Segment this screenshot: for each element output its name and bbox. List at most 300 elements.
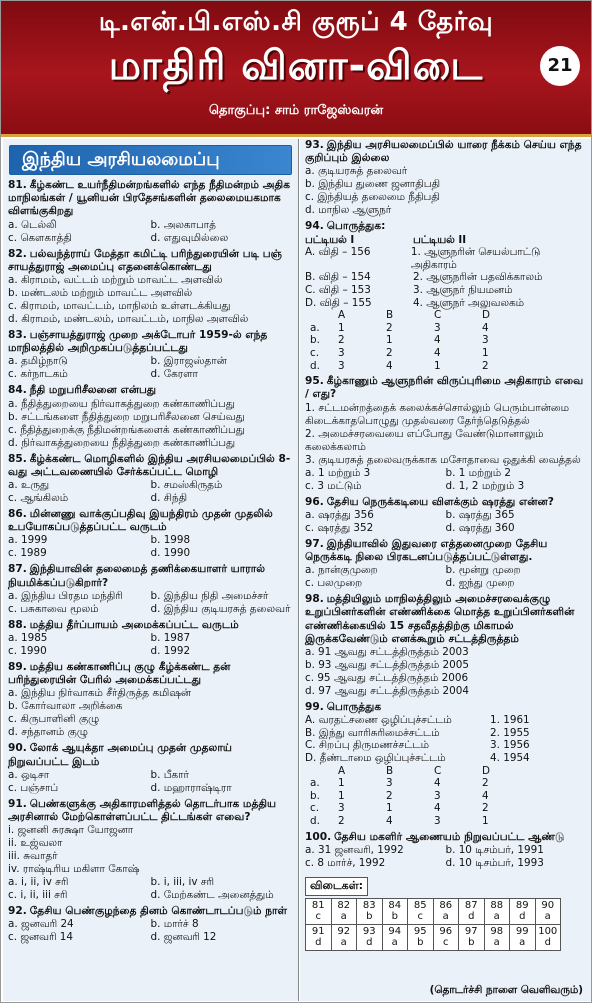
match-left: D. விதி – 155 — [305, 296, 372, 309]
grid-col-head — [310, 309, 338, 322]
grid-cell: a. — [310, 321, 320, 334]
match-row — [305, 727, 586, 740]
question-text — [305, 375, 586, 401]
grid-cell: 3 — [434, 321, 441, 334]
question-83 — [3, 329, 298, 381]
answer-letter: c — [417, 911, 423, 923]
answer-qnum: 97 — [464, 925, 478, 937]
option: d. எதுவுமில்லை — [150, 231, 229, 244]
answer-qnum: 88 — [490, 899, 504, 911]
option-row — [8, 368, 293, 381]
option: a. 1999 — [8, 534, 48, 547]
question-text — [8, 905, 293, 918]
option: a. நான்குமுறை — [305, 564, 378, 577]
match-left: A. விதி – 156 — [305, 246, 371, 259]
option: a. ஷரத்து 356 — [305, 508, 374, 521]
match-row — [305, 271, 586, 284]
grid-row — [305, 790, 586, 803]
option-row — [305, 564, 586, 577]
option-row — [8, 355, 293, 368]
option: c. கர்நாடகம் — [8, 368, 68, 381]
option: c. பலமுறை — [305, 577, 363, 590]
option: d. 1992 — [150, 645, 191, 658]
match-right: 1. 1961 — [490, 714, 530, 727]
grid-cell: 2 — [482, 777, 489, 790]
question-body: தேசிய பெண்குழந்தை தினம் கொண்டாடப்படும் நாள் — [29, 905, 288, 918]
grid-col-head: A — [338, 309, 346, 322]
match-right: 3. 1956 — [490, 739, 530, 752]
option: a. 1985 — [8, 632, 48, 645]
option: a. i, ii, iv சரி — [8, 876, 69, 889]
option-line: a. 91 ஆவது சட்டத்திருத்தம் 2003 — [305, 645, 469, 658]
option: d. ஜனவரி 12 — [150, 931, 217, 944]
match-row — [305, 739, 586, 752]
option-line: a. குடியரசுத் தலைவர் — [305, 165, 408, 178]
option: c. i, ii, iii சரி — [8, 889, 68, 902]
grid-cell: 3 — [386, 777, 393, 790]
answer-qnum: 91 — [311, 925, 325, 937]
header-banner — [1, 1, 591, 137]
option-row — [8, 769, 293, 782]
match-left: D. தீண்டாமை ஒழிப்புச்சட்டம் — [305, 751, 446, 764]
answer-letter: a — [493, 911, 500, 923]
question-number: 87. — [8, 563, 27, 576]
option: d. ஷரத்து 360 — [445, 521, 515, 534]
option-line: b. கோர்வாலா அறிக்கை — [8, 700, 123, 713]
answer-letter: a — [391, 937, 398, 949]
option-line: b. மண்டலம் மற்றும் மாவட்ட அளவில் — [8, 287, 193, 300]
answer-key — [305, 874, 586, 951]
answer-qnum: 81 — [311, 899, 325, 911]
question-text — [8, 384, 293, 397]
grid-col-head: C — [434, 309, 442, 322]
option-line: i. ஜனனி சுரக்ஷா யோஜனா — [8, 824, 134, 837]
option: d. மஹாராஷ்டிரா — [150, 781, 232, 794]
option: d. சிந்தி — [150, 492, 188, 505]
option: b. 1998 — [150, 534, 191, 547]
match-right: 2. ஆளுநரின் பதவிக்காலம் — [413, 271, 543, 284]
option-line: 2. அமைச்சரவையை எப்போது வேண்டுமானாலும் கலைக்கலாம் — [305, 427, 544, 453]
option: a. உருது — [8, 479, 50, 492]
answer-cell — [535, 924, 561, 950]
option-row — [8, 918, 293, 931]
option-row — [305, 509, 586, 522]
answer-key-title: விடைகள்: — [305, 877, 368, 896]
grid-col-head: B — [386, 764, 394, 777]
series-title: மாதிரி வினா-விடை — [108, 43, 484, 89]
section-title: இந்திய அரசியலமைப்பு — [9, 145, 292, 175]
option: c. ஷரத்து 352 — [305, 521, 374, 534]
match-right: 1. ஆளுநரின் செயல்பாட்டு அதிகாரம் — [410, 246, 541, 271]
answer-cell — [459, 924, 485, 950]
page-number-badge: 21 — [540, 46, 580, 86]
continuation-note: (தொடர்ச்சி நாளை வெளிவரும்) — [429, 984, 583, 996]
option: b. 1 மற்றும் 2 — [445, 466, 512, 479]
answer-cell — [357, 898, 383, 924]
answer-cell — [484, 898, 510, 924]
answer-letter: d — [468, 911, 475, 923]
answer-letter: a — [519, 937, 526, 949]
right-question-list — [300, 139, 591, 217]
question-body: இந்திய அரசியலமைப்பில் யாரை நீக்கம் செய்ய எந்த குறிப்பும் இல்லை — [305, 139, 582, 165]
answer-letter: b — [366, 911, 373, 923]
grid-cell: 2 — [386, 346, 393, 359]
option-row — [8, 645, 293, 658]
question-body: இந்தியாவில் இதுவரை எத்தனைமுறை தேசிய நெருக்கடி நிலை பிரகடனப்படுத்தப்பட்டுள்ளது. — [305, 537, 548, 563]
grid-col-head — [310, 765, 338, 778]
question-body: பல்வந்த்ராய் மேத்தா கமிட்டி பரிந்துரையின் படி பஞ் சாயத்துராஜ் அமைப்பு எதனைக்கொண்டது — [8, 247, 282, 273]
option-row — [305, 522, 586, 535]
grid-header — [305, 765, 586, 778]
option-row — [8, 547, 293, 560]
compiler-credit: தொகுப்பு: சாம் ராஜேஸ்வரன் — [208, 103, 384, 118]
grid-cell: 2 — [482, 359, 489, 372]
question-number: 92. — [8, 905, 27, 918]
answer-qnum: 89 — [515, 899, 529, 911]
answer-cell — [459, 898, 485, 924]
question-90 — [3, 742, 298, 794]
option-row — [305, 480, 586, 493]
option: c. பஞ்சாப் — [8, 781, 59, 794]
grid-cell: c. — [310, 346, 320, 359]
option-row — [8, 534, 293, 547]
option-line: a. கிராமம், வட்டம் மற்றும் மாவட்ட அளவில் — [8, 274, 223, 287]
option-row — [8, 479, 293, 492]
question-text — [8, 798, 293, 824]
answer-qnum: 84 — [388, 899, 402, 911]
question-number: 91. — [8, 797, 27, 810]
question-92 — [3, 905, 298, 944]
grid-cell: 1 — [434, 359, 441, 372]
grid-cell: a. — [310, 777, 320, 790]
option-line: d. நிர்வாகத்துறையை நீதித்துறை கண்காணிப்பது — [8, 436, 236, 449]
match-left: B. விதி – 154 — [305, 271, 371, 284]
grid-cell: 4 — [434, 334, 441, 347]
option: a. 31 ஜனவரி, 1992 — [305, 843, 404, 856]
answer-cell — [408, 898, 434, 924]
question-number: 89. — [8, 661, 27, 674]
grid-row — [305, 360, 586, 373]
question-91 — [3, 798, 298, 902]
answer-letter: b — [417, 937, 424, 949]
option: b. 10 டிசம்பர், 1991 — [445, 843, 544, 856]
grid-cell: 1 — [338, 789, 345, 802]
question-87 — [3, 563, 298, 615]
option-line: b. இந்திய துணை ஜனாதிபதி — [305, 178, 440, 191]
option: b. இராஜஸ்தான் — [150, 355, 227, 368]
grid-cell: d. — [310, 814, 320, 827]
question-body: லோக் ஆயுக்தா அமைப்பு முதன் முதலாய் நிறுவப்பட்ட இடம் — [8, 742, 232, 768]
grid-col-head: C — [434, 764, 442, 777]
answer-cell — [331, 898, 357, 924]
right-column — [300, 139, 591, 1001]
question-number: 81. — [8, 179, 27, 191]
match-right: 3. ஆளுநர் நியமனம் — [413, 283, 513, 296]
grid-cell: b. — [310, 789, 320, 802]
grid-cell: 4 — [434, 777, 441, 790]
option-row — [8, 603, 293, 616]
question-number: 93. — [305, 139, 324, 151]
option-line: a. நீதித்துறையை நிர்வாகத்துறை கண்காணிப்பது — [8, 397, 235, 410]
question-body: கீழ்க்கண்ட மொழிகளில் இந்திய அரசியலமைப்பில் 8-வது அட்டவணையில் சேர்க்கப்பட்ட மொழி — [8, 452, 291, 478]
option-line: a. இந்திய நிர்வாகம் சீர்திருத்த கமிஷன் — [8, 687, 191, 700]
answer-qnum: 87 — [464, 899, 478, 911]
match-right: 2. 1955 — [490, 726, 530, 739]
answer-cell — [306, 898, 332, 924]
answer-qnum: 93 — [362, 925, 376, 937]
answer-letter: c — [315, 911, 321, 923]
option: c. 3 மட்டும் — [305, 479, 362, 492]
option: d. ஐந்து முறை — [445, 577, 515, 590]
question-94: 94. பொருத்துக: பட்டியல் I பட்டியல் II A. விதி – 156 1. ஆளுநரின் செயல்பாட்டு அதிகாரம் B. விதி – 154 2. ஆளுநரின் பதவிக்காலம் C. விதி – 153 3. ஆளுநர் நியமனம் D. விதி – 155 4. ஆளுநர் அலுவலகம் A B C D a. 1 2 3 4 b. 2 1 4 3 c. 3 2 4 1 d. 3 4 1 2 — [300, 220, 591, 372]
question-text — [8, 329, 293, 355]
grid-header — [305, 309, 586, 322]
match-row — [305, 714, 586, 727]
option: c. ஜனவரி 14 — [8, 931, 74, 944]
question-text — [305, 538, 586, 564]
grid-row — [305, 802, 586, 815]
answer-letter: a — [493, 937, 500, 949]
grid-cell: 4 — [386, 814, 393, 827]
question-number: 86. — [8, 508, 27, 521]
option: d. கேரளா — [150, 368, 198, 381]
question-88 — [3, 619, 298, 658]
question-body: தேசிய நெருக்கடியை விளக்கும் ஷரத்து என்ன? — [326, 495, 554, 508]
option: d. 1, 2 மற்றும் 3 — [445, 479, 525, 492]
answer-letter: b — [391, 911, 398, 923]
match-left: C. விதி – 153 — [305, 283, 371, 296]
option-line: iv. ராஷ்டிரிய மகிளா கோஷ் — [8, 863, 140, 876]
question-81 — [3, 179, 298, 245]
answer-grid-94 — [305, 309, 586, 372]
grid-col-head: D — [482, 309, 491, 322]
answer-cell — [382, 924, 408, 950]
option: b. அலகாபாத் — [150, 218, 216, 231]
option-row — [305, 857, 586, 870]
option-line: 1. சட்டமன்றத்தைக் கலைக்கச்சொல்லும் பெரும்பான்மை கிடைக்காதபொழுது முதல்வரை தேர்ந்தெடுத்தல் — [305, 401, 569, 427]
question-body: பஞ்சாயத்துராஜ் முறை அக்டோபர் 1959-ல் எந்த மாநிலத்தில் அறிமுகப்படுத்தப்பட்டது — [8, 329, 268, 355]
answer-letter: a — [544, 911, 551, 923]
option: b. மார்ச் 8 — [150, 918, 199, 931]
match-row — [305, 752, 586, 765]
question-text — [8, 563, 293, 589]
option: a. ஜனவரி 24 — [8, 918, 74, 931]
question-text — [8, 453, 293, 479]
question-text — [8, 619, 293, 632]
option: d. 1990 — [150, 547, 191, 560]
answer-cell — [433, 898, 459, 924]
match-left: A. வரதட்சணை ஒழிப்புச்சட்டம் — [305, 714, 452, 727]
answer-letter: a — [442, 911, 449, 923]
answer-key-table — [305, 898, 561, 951]
question-text — [305, 496, 586, 509]
question-82 — [3, 248, 298, 326]
answer-cell — [306, 924, 332, 950]
answer-qnum: 99 — [515, 925, 529, 937]
answer-cell — [382, 898, 408, 924]
option: a. ஒடிசா — [8, 768, 50, 781]
option: b. சமஸ்கிருதம் — [150, 479, 223, 492]
answer-cell — [433, 924, 459, 950]
question-number: 90. — [8, 742, 27, 755]
option-row — [305, 467, 586, 480]
grid-cell: 4 — [482, 321, 489, 334]
option: c. 1989 — [8, 547, 47, 560]
grid-cell: 2 — [386, 789, 393, 802]
grid-cell: 4 — [434, 802, 441, 815]
question-number: 85. — [8, 452, 27, 465]
answer-cell — [331, 924, 357, 950]
left-column — [3, 139, 299, 1001]
answer-cell — [484, 924, 510, 950]
option: b. 1987 — [150, 632, 191, 645]
option-row — [8, 232, 293, 245]
match-row — [305, 284, 586, 297]
grid-cell: 3 — [482, 334, 489, 347]
option-row — [8, 931, 293, 944]
option: c. கௌகாத்தி — [8, 231, 72, 244]
option: d. மேற்கண்ட அனைத்தும் — [150, 889, 274, 902]
grid-col-head: D — [482, 764, 491, 777]
grid-cell: c. — [310, 802, 320, 815]
question-text — [305, 593, 586, 646]
grid-cell: 2 — [386, 321, 393, 334]
exam-title: டி.என்.பி.எஸ்.சி குரூப் 4 தேர்வு — [98, 7, 494, 37]
option: b. பீகார் — [150, 768, 189, 781]
match-row — [305, 246, 586, 271]
question-number: 84. — [8, 384, 27, 397]
answer-qnum: 82 — [337, 899, 351, 911]
option-line: 3. குடியரசுத் தலைவருக்காக மசோதாவை ஒதுக்கி வைத்தல் — [305, 453, 581, 466]
grid-cell: 3 — [434, 814, 441, 827]
option-row — [8, 590, 293, 603]
answer-grid-99 — [305, 765, 586, 828]
grid-row — [305, 815, 586, 828]
grid-col-head: B — [386, 309, 394, 322]
question-body: மத்தியிலும் மாநிலத்திலும் அமைச்சரவைக்குழு உறுப்பினர்களின் எண்ணிக்கை மொத்த உறுப்பினர்களின் எண்ணிக்கையில் 15 சதவீதத்திற்கு மிகாமல் இருக்கவேண்டும் எனக்கூறும் சட்டத்திருத்தம் — [305, 593, 575, 645]
question-body: மத்திய தீர்ப்பாயம் அமைக்கப்பட்ட வருடம் — [29, 618, 239, 631]
answer-letter: d — [519, 911, 526, 923]
option-row — [8, 782, 293, 795]
answer-letter: d — [544, 937, 551, 949]
grid-cell: 3 — [338, 346, 345, 359]
option: a. 1 மற்றும் 3 — [305, 466, 371, 479]
answer-qnum: 90 — [541, 899, 555, 911]
option: b. ஷரத்து 365 — [445, 508, 515, 521]
option-row — [305, 844, 586, 857]
grid-cell: 1 — [482, 346, 489, 359]
question-body: இந்தியாவின் தலைமைத் தணிக்கையாளர் யாரால் நியமிக்கப்படுகிறார்? — [8, 563, 266, 589]
question-96 — [300, 496, 591, 535]
question-89 — [3, 661, 298, 739]
answer-qnum: 83 — [362, 899, 376, 911]
option: d. இந்திய குடியரசுத் தலைவர் — [150, 602, 291, 615]
answer-qnum: 100 — [538, 925, 558, 937]
answer-letter: d — [366, 937, 373, 949]
answer-qnum: 96 — [439, 925, 453, 937]
grid-cell: d. — [310, 359, 320, 372]
answer-cell — [357, 924, 383, 950]
question-99: 99. பொருத்துக A. வரதட்சணை ஒழிப்புச்சட்டம் 1. 1961 B. இந்து வாரிசுரிமைச்சட்டம் 2. 1955 C. சிறப்பு திருமணச்சட்டம் 3. 1956 D. தீண்டாமை ஒழிப்புச்சட்டம் 4. 1954 A B C D a. 1 3 4 2 b. 1 2 3 4 c. 3 1 4 2 d. 2 4 3 1 — [300, 701, 591, 828]
option-line: iii. சுவாதர் — [8, 850, 58, 863]
option-line: b. 93 ஆவது சட்டத்திருத்தம் 2005 — [305, 658, 469, 671]
grid-cell: 3 — [434, 789, 441, 802]
question-85 — [3, 453, 298, 505]
option-line: d. 97 ஆவது சட்டத்திருத்தம் 2004 — [305, 684, 469, 697]
option-line: c. கிராமம், மாவட்டம், மாநிலம் உள்ளடக்கியது — [8, 300, 231, 313]
grid-col-head: A — [338, 764, 346, 777]
option: c. 8 மார்ச், 1992 — [305, 856, 386, 869]
question-body: மத்திய கண்காணிப்பு குழு கீழ்க்கண்ட தன் பரிந்துரையின் பேரில் அமைக்கப்பட்டது — [8, 661, 231, 687]
question-text — [8, 248, 293, 274]
question-93 — [300, 139, 591, 217]
right-question-list-2 — [300, 375, 591, 698]
option: a. டெல்லி — [8, 218, 57, 231]
left-question-list — [3, 179, 298, 944]
match-left: B. இந்து வாரிசுரிமைச்சட்டம் — [305, 726, 440, 739]
option-line: d. மாநில ஆளுநர் — [305, 204, 392, 217]
question-100: 100. தேசிய மகளிர் ஆணையம் நிறுவப்பட்ட ஆண்டு a. 31 ஜனவரி, 1992 b. 10 டிசம்பர், 1991 c. 8 மார்ச், 1992 d. 10 டிசம்பர், 1993 — [300, 831, 591, 870]
match-right: 4. 1954 — [490, 751, 530, 764]
option-line: c. கிருபாளினி குழு — [8, 713, 100, 726]
grid-row — [305, 334, 586, 347]
answer-qnum: 92 — [337, 925, 351, 937]
grid-cell: 1 — [338, 777, 345, 790]
grid-cell: b. — [310, 334, 320, 347]
option-line: b. சட்டங்களை நீதித்துறை மறுபரிசீலனை செய்வது — [8, 410, 245, 423]
answer-letter: a — [340, 937, 347, 949]
question-95 — [300, 375, 591, 492]
answer-qnum: 94 — [388, 925, 402, 937]
answer-qnum: 86 — [439, 899, 453, 911]
option-line: d. கிராமம், மண்டலம், மாவட்டம், மாநில அளவில் — [8, 313, 249, 326]
question-number: 82. — [8, 247, 27, 260]
grid-row — [305, 777, 586, 790]
question-text — [8, 179, 293, 219]
grid-cell: 1 — [482, 814, 489, 827]
answer-cell — [408, 924, 434, 950]
option: c. 1990 — [8, 645, 47, 658]
question-text — [305, 139, 586, 165]
answer-letter: a — [340, 911, 347, 923]
question-body: மின்னணு வாக்குப்பதிவு இயந்திரம் முதன் முதலில் உபயோகப்படுத்தப்பட்ட வருடம் — [8, 508, 273, 534]
option-line: ii. உஜ்வலா — [8, 837, 63, 850]
answer-cell — [535, 898, 561, 924]
option: c. பசுகாவை மூலம் — [8, 602, 99, 615]
answer-letter: d — [315, 937, 322, 949]
grid-cell: 4 — [482, 789, 489, 802]
grid-cell: 3 — [338, 359, 345, 372]
match-left: C. சிறப்பு திருமணச்சட்டம் — [305, 739, 429, 752]
grid-cell: 2 — [338, 814, 345, 827]
question-body: கீழ்காணும் ஆளுநரின் விருப்புரிமை அதிகாரம் எவை / எது? — [305, 375, 584, 401]
grid-row — [305, 322, 586, 335]
option-row — [8, 889, 293, 902]
answer-cell — [510, 924, 536, 950]
answer-letter: b — [468, 937, 475, 949]
grid-cell: 3 — [338, 802, 345, 815]
option: b. i, iii, iv சரி — [150, 876, 215, 889]
question-body: கீழ்கண்ட உயர்நீதிமன்றங்களில் எந்த நீதிமன்றம் அதிக மாநிலங்கள் / யூனியன் பிரதேசங்களின் தலைமையகமாக விளங்குகிறது — [8, 179, 290, 218]
match-row — [305, 297, 586, 310]
answer-cell — [510, 898, 536, 924]
question-number: 88. — [8, 618, 27, 631]
question-number: 95. — [305, 375, 324, 388]
question-86 — [3, 508, 298, 560]
question-98 — [300, 593, 591, 698]
option-line: c. நீதித்துறைக்கு நீதிமன்றங்களைக் கண்காணிப்பது — [8, 423, 245, 436]
option-line: c. இந்தியத் தலைமை நீதிபதி — [305, 191, 440, 204]
